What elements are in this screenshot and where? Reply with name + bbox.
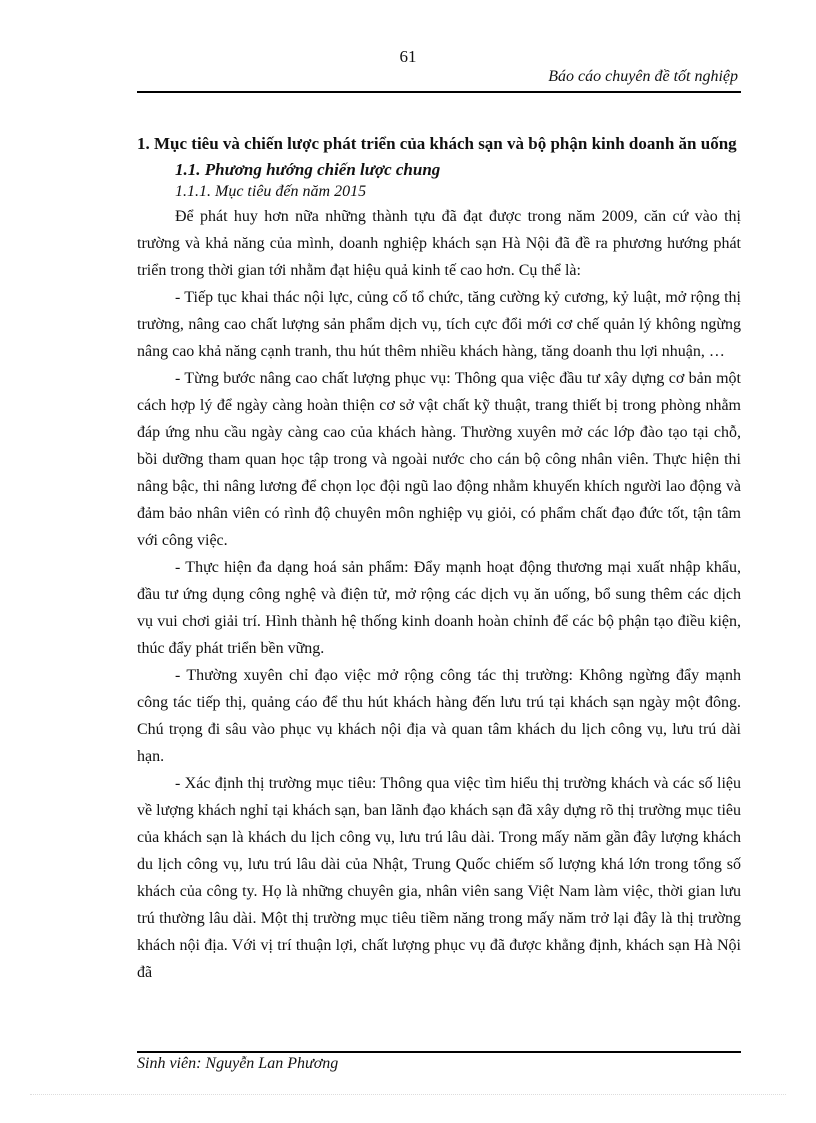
- section-heading: 1. Mục tiêu và chiến lược phát triển của khách sạn và bộ phận kinh doanh ăn uống: [137, 134, 737, 153]
- paragraph-bullet: - Tiếp tục khai thác nội lực, củng cố tổ chức, tăng cường kỷ cương, kỷ luật, mở rộng thị trường, nâng cao chất lượng sản phẩm dịch vụ, tích cực đổi mới cơ chế quản lý không ngừng nâng cao khả năng cạnh tranh, thu hút thêm nhiều khách hàng, tăng doanh thu lợi nhuận, …: [137, 289, 741, 360]
- page-edge-divider: [30, 1094, 786, 1095]
- footer-rule: [137, 1051, 741, 1053]
- paragraph-bullet: - Thường xuyên chỉ đạo việc mở rộng công tác thị trường: Không ngừng đẩy mạnh công tác tiếp thị, quảng cáo để thu hút khách hàng đến lưu trú tại khách sạn ngày một đông. Chú trọng đi sâu vào phục vụ khách nội địa và quan tâm khách du lịch công vụ, lưu trú dài hạn.: [137, 667, 741, 765]
- subsubsection-heading: 1.1.1. Mục tiêu đến năm 2015: [175, 183, 367, 200]
- paragraph-bullet: - Xác định thị trường mục tiêu: Thông qua việc tìm hiểu thị trường khách và các số liệu về lượng khách nghỉ tại khách sạn, ban lãnh đạo khách sạn đã xây dựng rõ thị trường mục tiêu của khách sạn là khách du lịch công vụ, lưu trú lâu dài. Trong mấy năm gần đây lượng khách du lịch công vụ, lưu trú lâu dài của Nhật, Trung Quốc chiếm số lượng khá lớn trong tổng số khách của công ty. Họ là những chuyên gia, nhân viên sang Việt Nam làm việc, thời gian lưu trú thường lâu dài. Một thị trường mục tiêu tiềm năng trong mấy năm trở lại đây là thị trường khách nội địa. Với vị trí thuận lợi, chất lượng phục vụ đã được khẳng định, khách sạn Hà Nội đã: [137, 775, 741, 981]
- header-title: Báo cáo chuyên đề tốt nghiệp: [548, 68, 738, 85]
- document-body: [137, 130, 741, 986]
- paragraph-intro: Để phát huy hơn nữa những thành tựu đã đạt được trong năm 2009, căn cứ vào thị trường và khả năng của mình, doanh nghiệp khách sạn Hà Nội đã đề ra phương hướng phát triển trong thời gian tới nhằm đạt hiệu quả kinh tế cao hơn. Cụ thể là:: [137, 208, 741, 279]
- paragraph-bullet: - Từng bước nâng cao chất lượng phục vụ: Thông qua việc đầu tư xây dựng cơ bản một cách hợp lý để ngày càng hoàn thiện cơ sở vật chất kỹ thuật, trang thiết bị trong phòng nhằm đáp ứng nhu cầu ngày càng cao của khách hàng. Thường xuyên mở các lớp đào tạo tại chỗ, bồi dưỡng tham quan học tập trong và ngoài nước cho cán bộ công nhân viên. Thực hiện thi nâng bậc, thi nâng lương để chọn lọc đội ngũ lao động nhằm khuyến khích người lao động và đảm bảo nhân viên có rình độ chuyên môn nghiệp vụ giỏi, có phẩm chất đạo đức tốt, tận tâm với công việc.: [137, 370, 741, 549]
- paragraph-bullet: - Thực hiện đa dạng hoá sản phẩm: Đẩy mạnh hoạt động thương mại xuất nhập khẩu, đầu tư ứng dụng công nghệ và điện tử, mở rộng các dịch vụ ăn uống, bổ sung thêm các dịch vụ vui chơi giải trí. Hình thành hệ thống kinh doanh hoàn chỉnh để các bộ phận tạo điều kiện, thúc đẩy phát triển bền vững.: [137, 559, 741, 657]
- subsection-heading: 1.1. Phương hướng chiến lược chung: [175, 160, 441, 179]
- header-rule: [137, 91, 741, 93]
- page-number: 61: [399, 47, 417, 66]
- footer-student: Sinh viên: Nguyễn Lan Phương: [137, 1055, 339, 1072]
